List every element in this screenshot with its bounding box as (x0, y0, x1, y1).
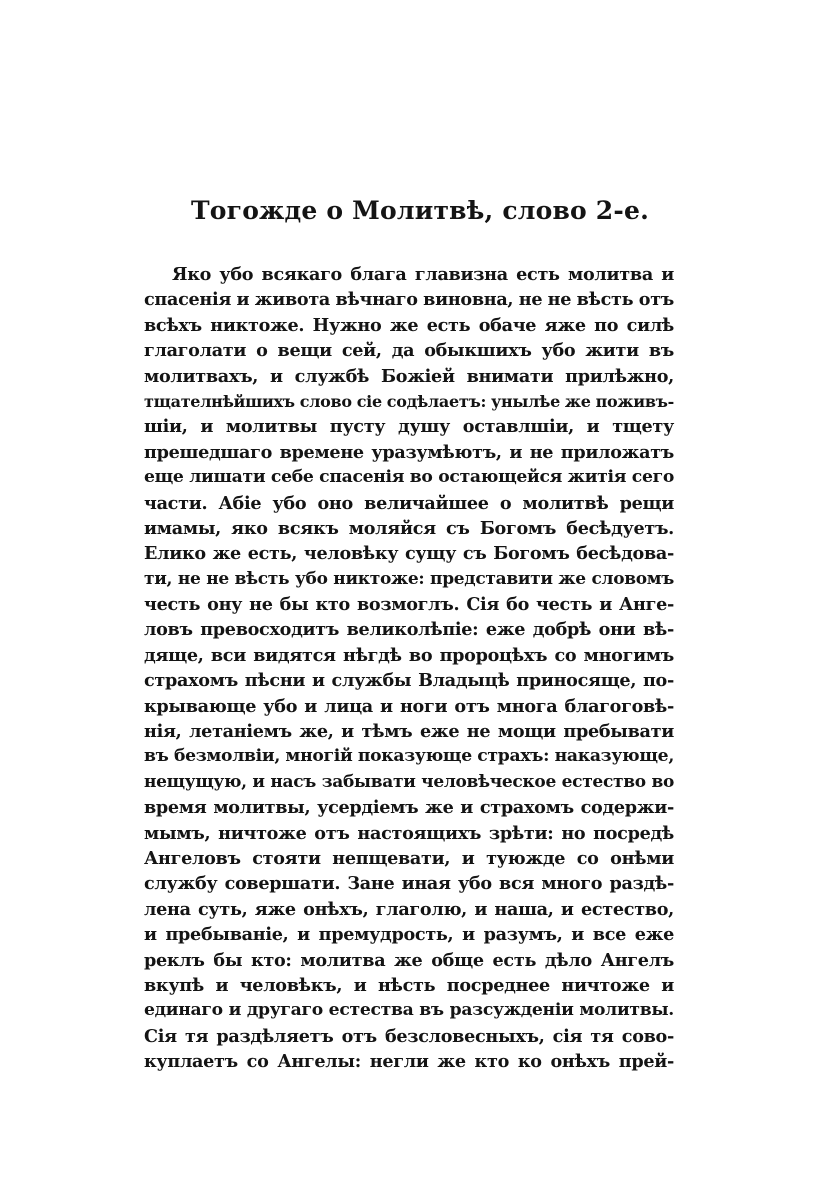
body-text (144, 262, 674, 1075)
text-line: страхомъ пѣсни и службы Владыцѣ приносяще, по- (144, 670, 674, 692)
text-line: службу совершати. Зане иная убо вся много раздѣ- (144, 873, 674, 895)
text-line: мымъ, ничтоже отъ настоящихъ зрѣти: но посредѣ (144, 822, 674, 844)
text-line: ловъ превосходитъ великолѣпіе: еже добрѣ они вѣ- (144, 619, 674, 641)
text-line: куплаетъ со Ангелы: негли же кто ко онѣхъ прей- (144, 1051, 674, 1073)
text-line: тщателнѣйшихъ слово сіе содѣлаетъ: унылѣе же поживъ- (144, 391, 674, 411)
page-title: Тогожде о Молитвѣ, слово 2-е. (191, 196, 649, 225)
text-line: имамы, яко всякъ моляйся съ Богомъ бесѣдуетъ. (144, 517, 674, 539)
text-line: нещущую, и насъ забывати человѣческое естество во (144, 771, 674, 792)
text-line: нія, летаніемъ же, и тѣмъ еже не мощи пребывати (144, 721, 674, 743)
text-line: единаго и другаго естества въ разсужденіи молитвы. (144, 1000, 674, 1021)
text-line: дяще, вси видятся нѣгдѣ во пророцѣхъ со многимъ (144, 644, 674, 666)
text-line: въ безмолвіи, многій показующе страхъ: наказующе, (144, 746, 674, 767)
text-line: вкупѣ и человѣкъ, и нѣсть посреднее ничтоже и (144, 974, 674, 996)
text-line: реклъ бы кто: молитва же обще есть дѣло Ангелъ (144, 949, 674, 971)
text-line: спасенія и живота вѣчнаго виновна, не не вѣсть отъ (144, 289, 674, 311)
text-line: части. Абіе убо оно величайшее о молитвѣ рещи (144, 492, 674, 514)
text-line: глаголати о вещи сей, да обыкшихъ убо жити въ (144, 340, 674, 362)
text-line: и пребываніе, и премудрость, и разумъ, и все еже (144, 924, 674, 946)
text-line: Ангеловъ стояти непщевати, и туюжде со онѣми (144, 847, 674, 869)
text-line: время молитвы, усердіемъ же и страхомъ содержи- (144, 797, 674, 819)
text-line: ти, не не вѣсть убо никтоже: представити же словомъ (144, 568, 674, 589)
text-line: честь ону не бы кто возмоглъ. Сія бо честь и Анге- (144, 594, 674, 616)
text-line: крывающе убо и лица и ноги отъ многа благоговѣ- (144, 695, 674, 717)
text-line: прешедшаго времене уразумѣютъ, и не приложатъ (144, 441, 674, 463)
text-line: молитвахъ, и службѣ Божіей внимати прилѣжно, (144, 365, 674, 387)
text-line: Сія тя раздѣляетъ отъ безсловесныхъ, сія тя сово- (144, 1025, 674, 1047)
text-line: еще лишати себе спасенія во остающейся житія сего (144, 467, 674, 488)
text-line: всѣхъ никтоже. Нужно же есть обаче яже по силѣ (144, 314, 674, 336)
text-line: лена суть, яже онѣхъ, глаголю, и наша, и естество, (144, 898, 674, 920)
text-line: Яко убо всякаго блага главизна есть молитва и (172, 264, 674, 285)
text-line: шіи, и молитвы пусту душу оставлшіи, и тщету (144, 416, 674, 438)
text-line: Елико же есть, человѣку сущу съ Богомъ бесѣдова- (144, 543, 674, 565)
